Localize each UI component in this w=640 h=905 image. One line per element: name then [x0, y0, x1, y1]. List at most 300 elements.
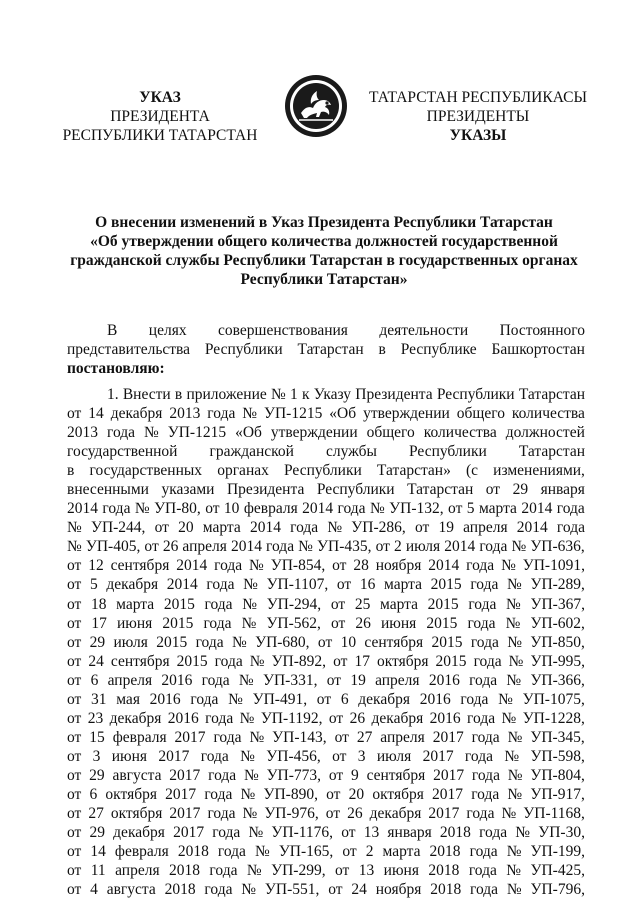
body-word: приложение	[186, 386, 267, 403]
body-word: 17	[91, 614, 107, 632]
body-word: 2017	[158, 747, 190, 765]
body-word: Республики	[316, 481, 395, 499]
body-word: Указу	[313, 386, 352, 403]
body-line	[67, 709, 585, 728]
body-word: года	[290, 519, 319, 537]
body-word: года	[470, 633, 499, 651]
body-word: 3	[357, 747, 366, 765]
body-word: от	[330, 595, 346, 613]
body-word: от	[333, 652, 348, 670]
body-word: №	[507, 766, 523, 784]
body-word: №	[249, 652, 265, 670]
body-word: декабря	[369, 805, 422, 823]
body-word: УП-143,	[272, 728, 327, 746]
body-word: УП-598,	[530, 747, 585, 765]
body-word: 2014	[302, 500, 334, 518]
body-word: от	[205, 500, 220, 518]
preamble-word: Республики	[204, 341, 283, 358]
body-word: 2014	[521, 500, 553, 518]
body-word: 2015	[176, 652, 208, 670]
body-word: от	[67, 652, 82, 670]
body-word: 2018	[177, 843, 209, 861]
body-word: года	[195, 633, 224, 651]
body-word: УП-491,	[252, 690, 308, 708]
body-line	[67, 499, 585, 518]
body-word: года	[217, 843, 246, 861]
body-word: 20	[348, 785, 365, 803]
body-word: июля	[376, 747, 412, 765]
body-word: службы	[326, 443, 377, 461]
body-word: 29	[89, 766, 105, 784]
body-word: №	[506, 843, 522, 861]
body-word: 2018	[164, 881, 196, 899]
body-word: УП-165,	[278, 843, 334, 861]
body-word: 2017	[169, 805, 201, 823]
body-word: года	[460, 690, 489, 708]
body-word: от	[67, 557, 82, 575]
body-word: от	[317, 633, 333, 651]
body-word: года	[471, 728, 500, 746]
body-word: от	[448, 500, 463, 518]
body-word: 2	[393, 538, 402, 556]
body-line	[67, 575, 585, 594]
body-word: года	[205, 709, 234, 727]
body-word: органах	[217, 462, 269, 480]
body-word: года	[201, 671, 230, 689]
body-word: №	[243, 576, 258, 594]
body-word: государственных	[89, 462, 203, 480]
body-word: октября	[105, 785, 157, 803]
body-word: №	[507, 785, 523, 803]
body-word: февраля	[112, 728, 167, 746]
body-word: от	[328, 766, 344, 784]
body-word: УП-995,	[530, 652, 585, 670]
body-line	[67, 861, 585, 880]
title-line: гражданской службы Республики Татарстан в государственных органах	[70, 252, 578, 269]
body-word: 5	[466, 500, 475, 518]
body-word: мая	[116, 690, 140, 708]
preamble-word: представительства	[67, 341, 191, 358]
body-word: от	[67, 747, 82, 765]
body-word: 2018	[429, 843, 461, 861]
body-word: Татарстан	[518, 386, 585, 403]
body-word: года	[469, 671, 498, 689]
body-word: №	[501, 709, 517, 727]
body-word: от	[335, 862, 350, 880]
body-word: от	[67, 881, 82, 899]
body-word: №	[67, 538, 82, 556]
body-word: Республики	[436, 386, 515, 403]
body-word: ноября	[375, 557, 422, 575]
body-word: апреля	[380, 728, 425, 746]
body-word: 2017	[433, 766, 465, 784]
body-word: года	[468, 862, 497, 880]
body-word: от	[67, 843, 82, 861]
body-word: от	[332, 747, 347, 765]
body-word: №	[242, 405, 258, 423]
body-word: №	[505, 614, 521, 632]
body-word: 27	[88, 805, 104, 823]
body-word: №	[515, 824, 531, 842]
body-line	[67, 442, 585, 461]
body-word: государственной	[67, 443, 178, 461]
body-word: 24	[88, 652, 104, 670]
body-word: 2017	[432, 785, 464, 803]
header-right-block	[368, 88, 588, 145]
body-word: УП-331,	[262, 671, 318, 689]
header-left-block	[60, 88, 260, 145]
body-word: декабря	[358, 690, 410, 708]
body-word: 2017	[428, 805, 460, 823]
body-word: 2014	[166, 576, 198, 594]
body-word: года	[106, 424, 136, 442]
body-line	[67, 747, 585, 766]
body-line	[67, 537, 585, 556]
body-word: УП-456,	[266, 747, 321, 765]
body-word: года	[204, 881, 233, 899]
body-word: от	[67, 405, 82, 423]
body-line	[67, 804, 585, 823]
body-word: 2015	[427, 595, 459, 613]
body-word: августа	[106, 881, 156, 899]
body-word: УП-551,	[264, 881, 320, 899]
body-word: в	[174, 386, 183, 403]
body-word: должностей	[505, 424, 585, 442]
body-word: года	[190, 690, 219, 708]
body-word: от	[326, 671, 342, 689]
body-word: утверждении	[270, 424, 358, 442]
body-word: 2016	[429, 709, 461, 727]
body-line	[67, 785, 585, 804]
body-word: утверждении	[363, 405, 450, 423]
body-word: УП-796,	[530, 881, 585, 899]
body-word: года	[209, 862, 238, 880]
body-word: 2017	[173, 824, 205, 842]
body-word: гражданской	[209, 443, 294, 461]
body-word: 2015	[163, 595, 195, 613]
body-line	[67, 614, 585, 633]
body-word: №	[67, 519, 82, 537]
body-word: «Об	[329, 405, 357, 423]
body-line	[67, 671, 585, 690]
body-word: июня	[116, 614, 153, 632]
body-word: 14	[88, 405, 104, 423]
body-word: 25	[354, 595, 371, 613]
body-word: №	[248, 824, 264, 842]
body-word: 2018	[439, 824, 471, 842]
body-line	[67, 652, 585, 671]
body-word: УП-1091,	[522, 557, 585, 575]
preamble-decree-word: постановляю:	[67, 360, 165, 377]
body-word: 17	[354, 652, 370, 670]
body-word: 12	[88, 557, 104, 575]
body-word: УП-294,	[266, 595, 322, 613]
body-word: 2014	[230, 538, 262, 556]
title-line: Республики Татарстан»	[240, 271, 408, 288]
body-word: 2018	[428, 862, 460, 880]
body-word: от	[67, 633, 82, 651]
body-word: 2013	[67, 424, 98, 442]
body-word: УП-917,	[530, 785, 585, 803]
body-word: 2015	[431, 633, 463, 651]
body-word: 29	[89, 633, 106, 651]
body-word: марта	[478, 500, 517, 518]
body-word: января	[540, 481, 585, 499]
header-left-president: ПРЕЗИДЕНТА	[110, 108, 210, 125]
body-word: от	[67, 766, 82, 784]
body-word: Татарстан»	[376, 462, 451, 480]
header-left-republic: РЕСПУБЛИКИ ТАТАРСТАН	[62, 127, 258, 144]
body-word: 2014	[249, 519, 281, 537]
body-word: 2015	[430, 576, 462, 594]
body-word: УП-602,	[530, 614, 585, 632]
body-word: 19	[438, 519, 454, 537]
body-word: от	[67, 595, 82, 613]
body-word: 31	[91, 690, 107, 708]
body-word: года	[479, 538, 508, 556]
body-word: года	[467, 614, 496, 632]
body-word: года	[214, 557, 243, 575]
body-word: 2014	[428, 557, 460, 575]
body-word: от	[341, 824, 356, 842]
body-word: к	[301, 386, 310, 403]
body-word: УП-850,	[530, 633, 585, 651]
body-word: от	[414, 519, 430, 537]
body-word: 2014	[67, 500, 98, 518]
body-word: апреля	[463, 519, 508, 537]
body-word: 26	[355, 614, 371, 632]
body-word: года	[470, 576, 499, 594]
body-word: ноября	[375, 881, 422, 899]
body-word: сентября	[110, 652, 170, 670]
body-word: от	[144, 538, 159, 556]
body-line	[67, 690, 585, 709]
body-word: 2016	[419, 690, 451, 708]
preamble-word: деятельности	[379, 322, 469, 339]
body-word: №	[506, 881, 522, 899]
body-word: 2014	[516, 519, 548, 537]
title-line: «Об утверждении общего количества должностей государственной	[90, 233, 558, 250]
body-word: года	[213, 728, 242, 746]
header-right-decree: УКАЗЫ	[449, 127, 507, 144]
body-line	[67, 518, 585, 537]
body-word: декабря	[110, 405, 163, 423]
body-line	[67, 404, 585, 423]
body-word: от	[67, 614, 82, 632]
body-word: №	[504, 747, 520, 765]
body-word: года	[204, 595, 233, 613]
body-word: года	[466, 805, 495, 823]
body-word: УП-30,	[538, 824, 585, 842]
body-word: года	[473, 652, 502, 670]
preamble-word: совершенствования	[218, 322, 348, 339]
body-word: октября	[110, 805, 163, 823]
body-word: от	[326, 785, 341, 803]
body-word: в	[67, 462, 75, 480]
body-word: «Об	[235, 424, 262, 442]
body-word: общего	[366, 424, 415, 442]
body-line	[67, 842, 585, 861]
body-word: года	[468, 595, 497, 613]
body-word: Внести	[122, 386, 171, 403]
body-word: октября	[372, 785, 424, 803]
body-word: 2013	[169, 405, 201, 423]
body-word: года	[471, 766, 500, 784]
body-word: УП-1075,	[522, 690, 585, 708]
body-word: УП-425,	[530, 862, 585, 880]
body-word: №	[246, 862, 262, 880]
preamble-word: Башкортостан	[491, 341, 585, 358]
body-word: года	[102, 500, 131, 518]
body-word: марта	[380, 595, 418, 613]
body-word: года	[204, 785, 233, 803]
body-word: года	[479, 824, 508, 842]
body-word: июля	[113, 633, 148, 651]
body-word: №	[507, 576, 522, 594]
body-word: №	[254, 843, 270, 861]
body-word: №	[501, 557, 516, 575]
header-right-president: ПРЕЗИДЕНТЫ	[426, 108, 530, 125]
body-word: 2018	[430, 881, 462, 899]
body-word: апреля	[182, 538, 227, 556]
body-word: года	[208, 766, 237, 784]
body-word: марта	[116, 595, 155, 613]
body-word: от	[67, 785, 82, 803]
body-word: 10	[223, 500, 240, 518]
body-word: Президента	[355, 386, 433, 403]
body-word: №	[506, 671, 522, 689]
body-line	[67, 595, 585, 614]
body-word: 2017	[432, 728, 464, 746]
body-word: 1	[290, 386, 298, 403]
body-word: 11	[90, 862, 106, 880]
body-word: УП-367,	[530, 595, 585, 613]
body-word: УП-1228,	[522, 709, 585, 727]
body-word: декабря	[371, 709, 424, 727]
body-word: июня	[380, 614, 417, 632]
body-word: от	[325, 805, 341, 823]
body-word: от	[67, 576, 82, 594]
body-word: Республики	[409, 443, 487, 461]
body-word: 2016	[428, 671, 460, 689]
body-word: 26	[349, 709, 366, 727]
preamble-word: В	[107, 322, 118, 339]
body-word: года	[337, 500, 366, 518]
body-word: 2	[365, 843, 374, 861]
body-word: №	[238, 671, 254, 689]
body-word: от	[331, 614, 346, 632]
body-word: Президента	[226, 481, 305, 499]
body-word: УП-244,	[90, 519, 146, 537]
body-word: УП-1176,	[271, 824, 334, 842]
body-word: УП-976,	[264, 805, 319, 823]
body-word: от	[67, 709, 82, 727]
body-word: июля	[405, 538, 441, 556]
body-word: сентября	[110, 557, 170, 575]
body-word: 14	[90, 843, 106, 861]
body-word: количества	[511, 405, 585, 423]
body-word: №	[240, 785, 256, 803]
body-word: от	[342, 843, 357, 861]
body-word: №	[143, 424, 159, 442]
body-word: 29	[89, 824, 105, 842]
body-word: от	[67, 824, 82, 842]
body-word: 1.	[107, 386, 119, 403]
body-word: УП-890,	[263, 785, 318, 803]
body-word: 2017	[165, 785, 197, 803]
body-word: №	[507, 728, 523, 746]
body-word: 16	[359, 576, 376, 594]
body-word: года	[214, 652, 243, 670]
body-word: 9	[351, 766, 359, 784]
body-word: УП-1168,	[523, 805, 585, 823]
body-word: 2015	[435, 652, 467, 670]
body-word: апреля	[115, 862, 160, 880]
body-word: УП-405,	[85, 538, 141, 556]
body-word: от	[67, 690, 82, 708]
body-word: года	[206, 576, 235, 594]
body-word: №	[231, 633, 247, 651]
body-word: 6	[90, 671, 99, 689]
body-word: №	[327, 519, 343, 537]
body-word: указами	[161, 481, 215, 499]
body-line	[67, 556, 585, 575]
body-word: года	[467, 709, 496, 727]
body-word: года	[203, 614, 232, 632]
body-word: года	[200, 747, 229, 765]
body-word: 2016	[161, 671, 193, 689]
body-word: от	[316, 690, 332, 708]
body-word: УП-289,	[530, 576, 585, 594]
body-word: (с	[465, 462, 479, 480]
body-word: от	[332, 557, 347, 575]
body-line	[67, 480, 585, 499]
body-word: УП-680,	[255, 633, 310, 651]
body-word: УП-435,	[317, 538, 372, 556]
body-word: №	[249, 728, 265, 746]
body-word: №	[508, 652, 524, 670]
preamble-line-1	[67, 321, 585, 340]
body-word: 6	[340, 690, 349, 708]
body-word: №	[241, 881, 257, 899]
body-word: №	[243, 766, 259, 784]
body-word: 13	[363, 824, 380, 842]
body-word: изменениями,	[493, 462, 585, 480]
decree-body	[67, 385, 585, 899]
body-word: №	[298, 538, 313, 556]
body-word: УП-892,	[271, 652, 327, 670]
body-word: внесенными	[67, 481, 149, 499]
body-word: УП-1107,	[266, 576, 329, 594]
body-line	[67, 423, 585, 442]
body-word: Татарстан	[407, 481, 474, 499]
body-word: 28	[353, 557, 369, 575]
body-word: от	[154, 519, 169, 537]
body-word: июня	[111, 747, 148, 765]
body-word: УП-1192,	[260, 709, 323, 727]
body-word: УП-366,	[530, 671, 585, 689]
body-word: 23	[87, 709, 104, 727]
body-word: №	[134, 500, 150, 518]
body-word: №	[228, 690, 243, 708]
body-word: от	[67, 805, 82, 823]
body-word: декабря	[109, 709, 162, 727]
preamble-word: Постоянного	[499, 322, 585, 339]
body-word: года	[471, 785, 500, 803]
body-word: №	[511, 538, 527, 556]
body-word: от	[328, 881, 343, 899]
body-word: 26	[162, 538, 179, 556]
